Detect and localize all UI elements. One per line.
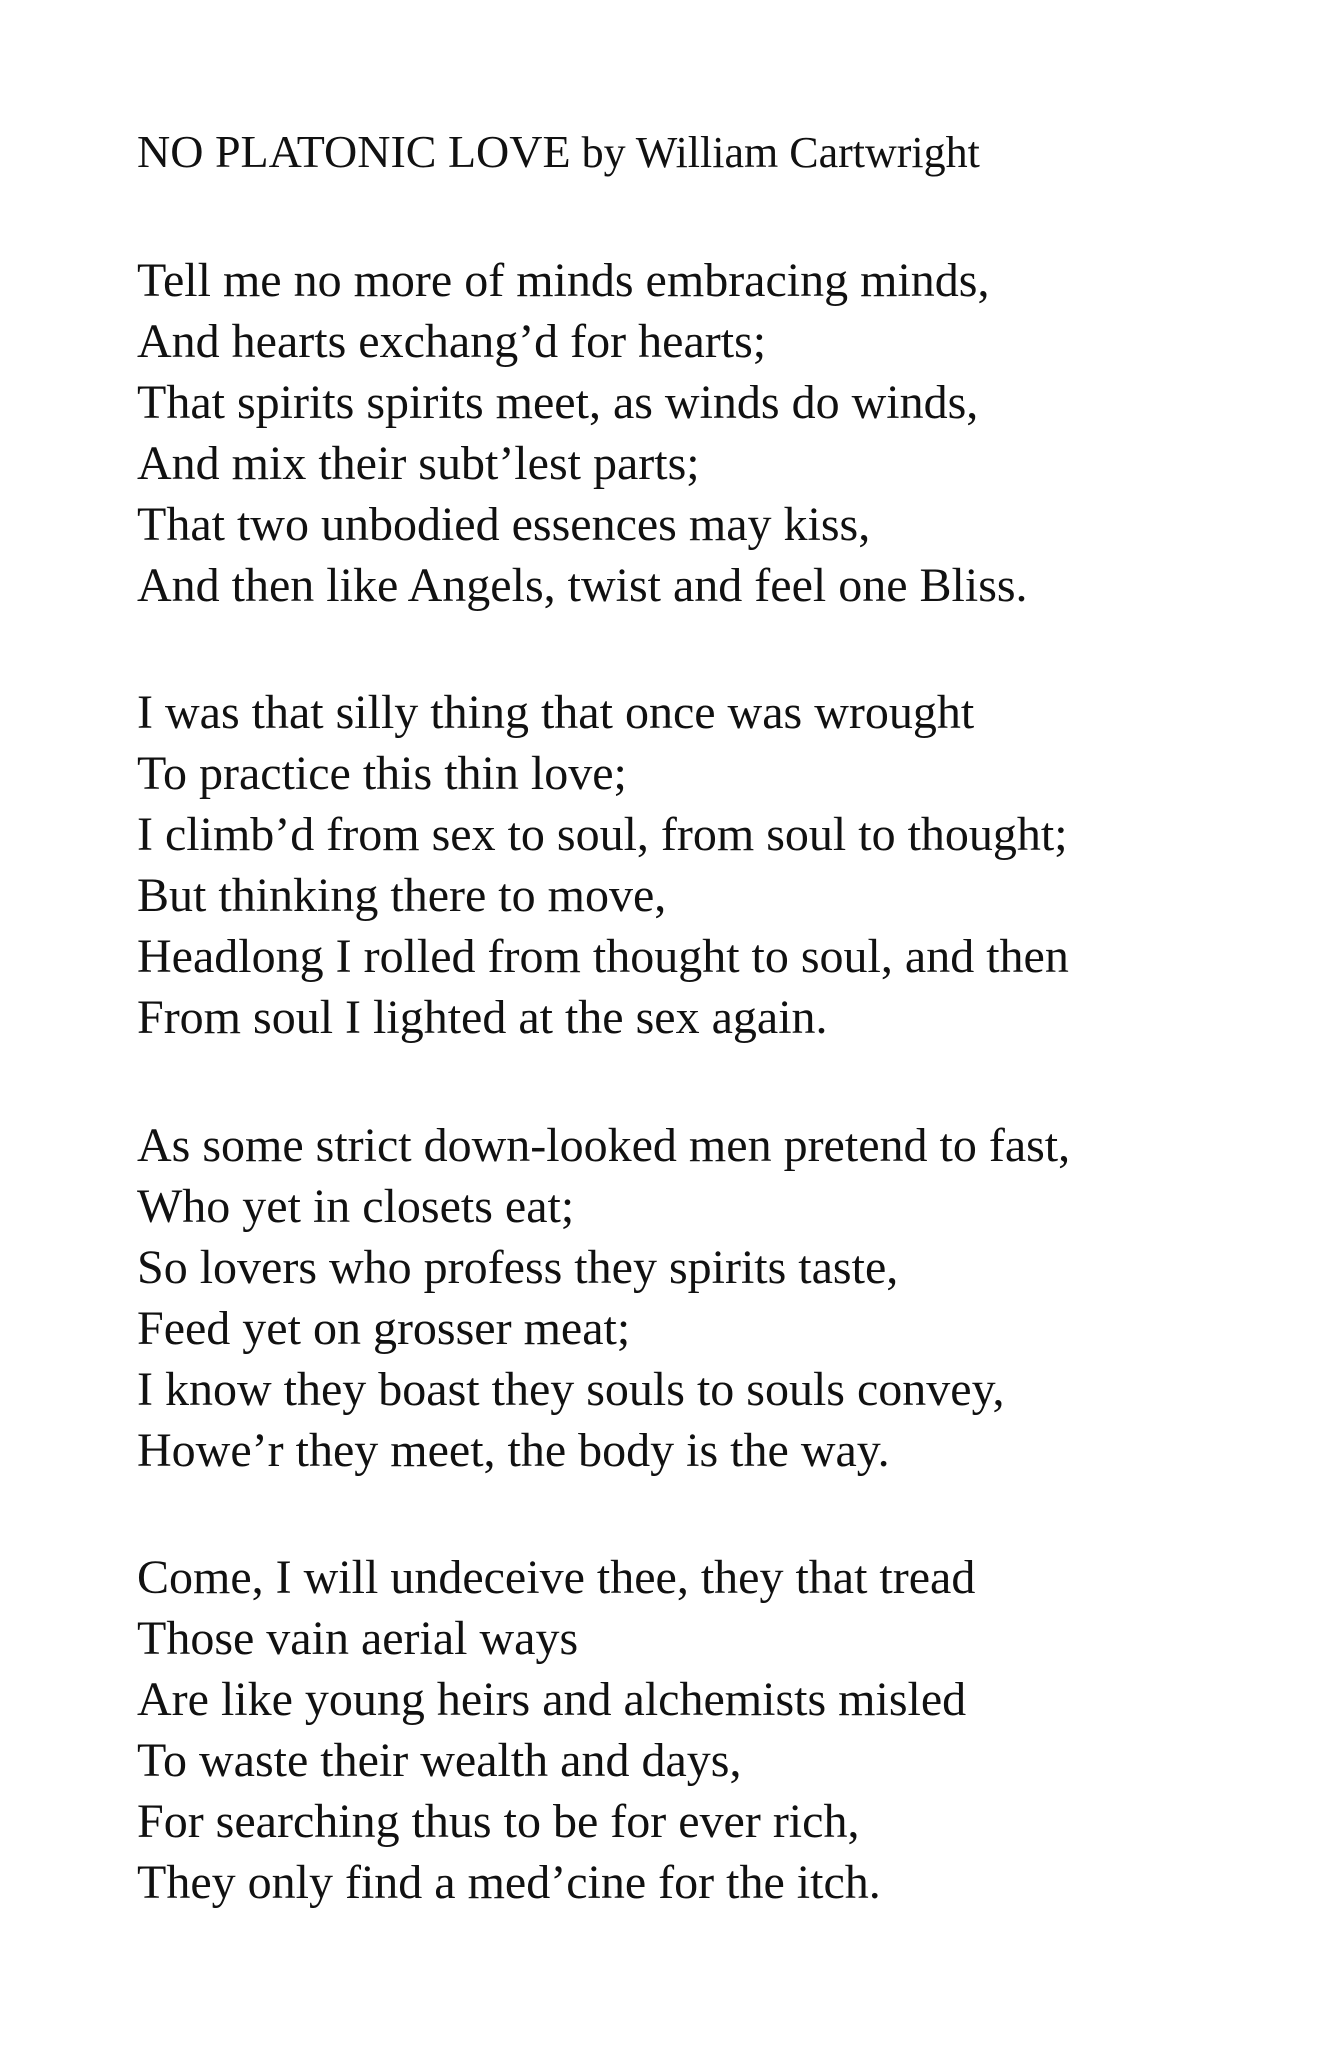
- poem-line: To waste their wealth and days,: [137, 1734, 742, 1787]
- poem-line: Feed yet on grosser meat;: [137, 1302, 631, 1355]
- poem-title: [137, 122, 980, 183]
- poem-line: And hearts exchang’d for hearts;: [137, 315, 767, 368]
- poem-line: Those vain aerial ways: [137, 1612, 579, 1665]
- poem-line: Are like young heirs and alchemists misled: [137, 1673, 967, 1726]
- poem-line: Howe’r they meet, the body is the way.: [137, 1424, 890, 1477]
- stanza-3: [137, 1115, 1070, 1481]
- poem-line: And mix their subt’lest parts;: [137, 437, 700, 490]
- stanza-1: [137, 250, 1028, 616]
- poem-line: Who yet in closets eat;: [137, 1180, 575, 1233]
- poem-line: I know they boast they souls to souls convey,: [137, 1363, 1005, 1416]
- poem-line: I was that silly thing that once was wrought: [137, 686, 975, 739]
- poem-line: Headlong I rolled from thought to soul, and then: [137, 930, 1069, 983]
- poem-line: For searching thus to be for ever rich,: [137, 1795, 860, 1848]
- stanza-2: [137, 682, 1069, 1048]
- poem-line: But thinking there to move,: [137, 869, 667, 922]
- poem-byline: by William Cartwright: [581, 128, 980, 177]
- poem-line: So lovers who profess they spirits taste,: [137, 1241, 899, 1294]
- poem-line: That two unbodied essences may kiss,: [137, 498, 871, 551]
- poem-title-main: NO PLATONIC LOVE: [137, 126, 571, 177]
- poem-line: They only find a med’cine for the itch.: [137, 1856, 881, 1909]
- stanza-4: [137, 1547, 975, 1913]
- poem-line: To practice this thin love;: [137, 747, 627, 800]
- poem-line: As some strict down-looked men pretend to fast,: [137, 1119, 1071, 1172]
- poem-line: Come, I will undeceive thee, they that tread: [137, 1551, 976, 1604]
- poem-line: That spirits spirits meet, as winds do winds,: [137, 376, 979, 429]
- poem-line: And then like Angels, twist and feel one Bliss.: [137, 559, 1028, 612]
- poem-line: I climb’d from sex to soul, from soul to thought;: [137, 808, 1068, 861]
- poem-line: Tell me no more of minds embracing minds,: [137, 254, 990, 307]
- poem-line: From soul I lighted at the sex again.: [137, 991, 828, 1044]
